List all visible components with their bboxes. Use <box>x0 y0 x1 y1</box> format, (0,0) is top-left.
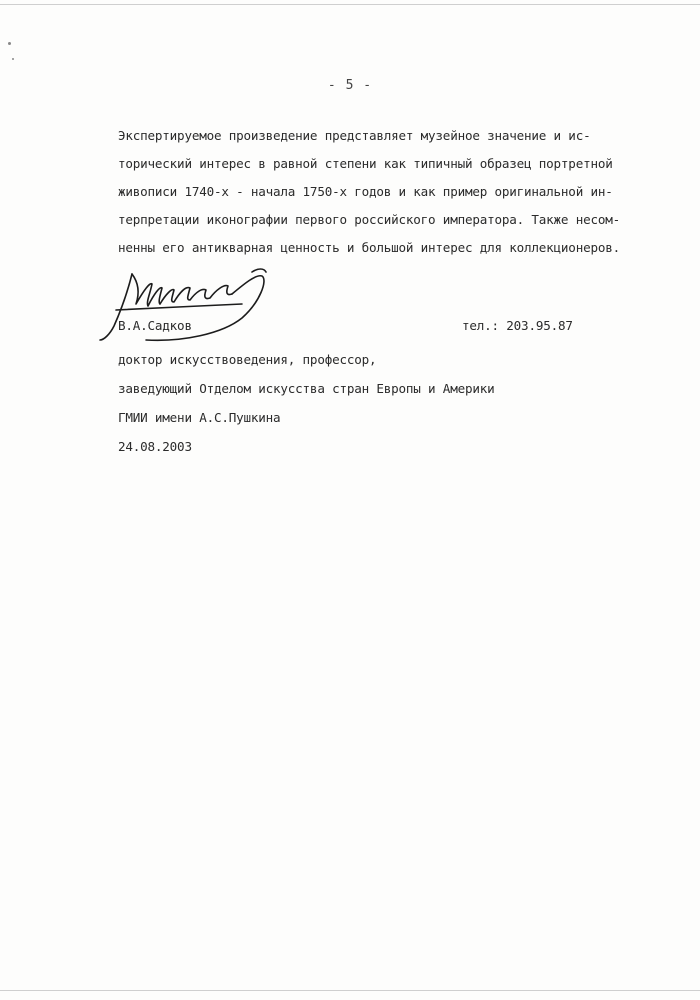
signatory-position: заведующий Отделом искусства стран Европы и Америки <box>118 381 495 396</box>
body-line: ненны его антикварная ценность и большой интерес для коллекционеров. <box>118 240 620 255</box>
phone-number: тел.: 203.95.87 <box>462 318 573 333</box>
signatory-institution: ГМИИ имени А.С.Пушкина <box>118 410 281 425</box>
scan-edge-bottom <box>0 990 700 991</box>
body-line: терпретации иконографии первого российского императора. Также несом- <box>118 212 620 227</box>
body-line: живописи 1740-х - начала 1750-х годов и как пример оригинальной ин- <box>118 184 613 199</box>
scan-speck <box>8 42 11 45</box>
document-date: 24.08.2003 <box>118 439 192 454</box>
signatory-title: доктор искусствоведения, профессор, <box>118 352 377 367</box>
page-number: - 5 - <box>327 78 373 93</box>
signatory-name: В.А.Садков <box>118 318 192 333</box>
body-line: Экспертируемое произведение представляет музейное значение и ис- <box>118 128 591 143</box>
scan-edge-top <box>0 4 700 5</box>
scan-speck <box>12 58 14 60</box>
body-line: торический интерес в равной степени как типичный образец портретной <box>118 156 613 171</box>
